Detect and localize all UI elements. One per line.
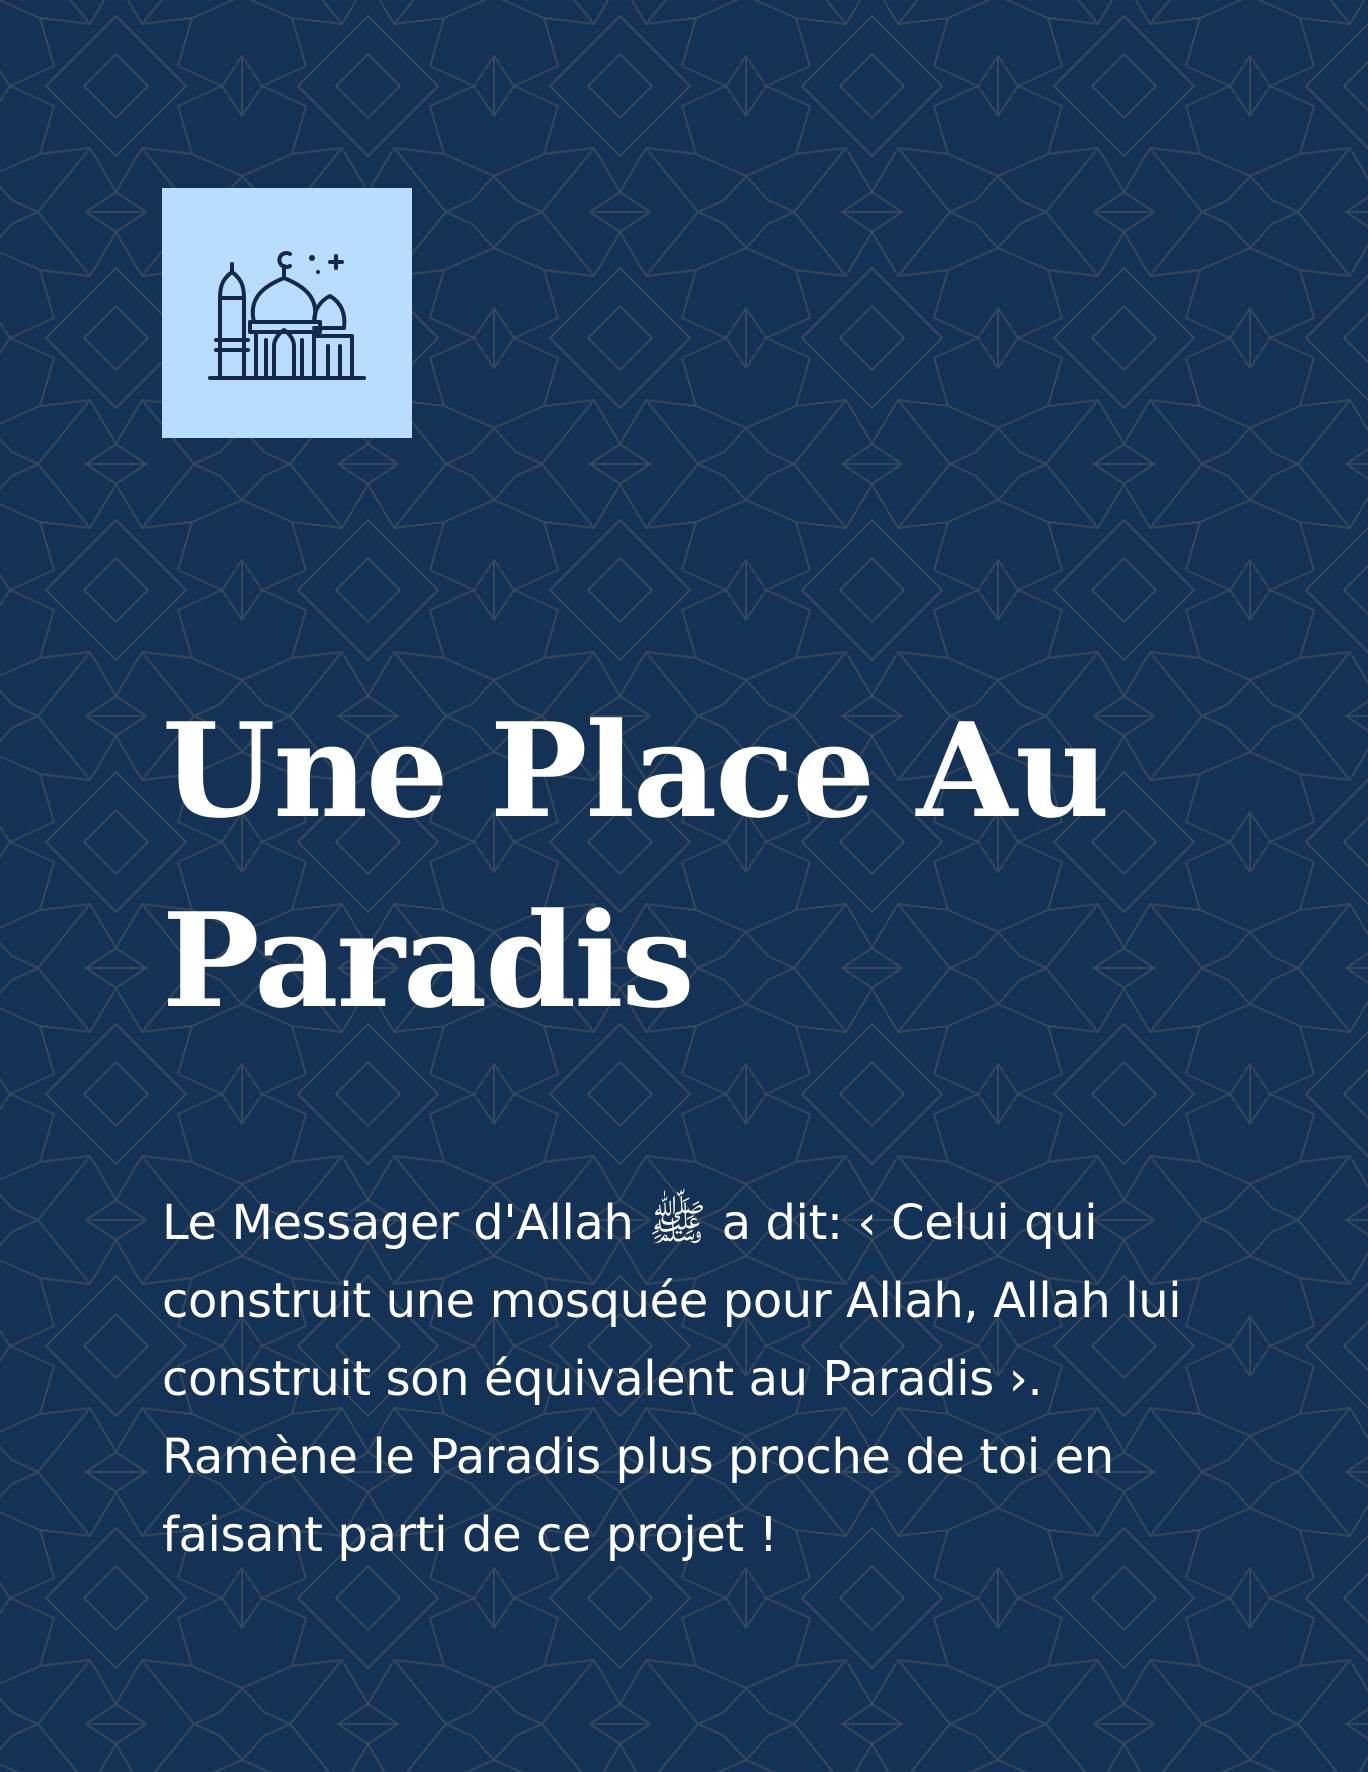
mosque-icon-tile [162,188,412,438]
mosque-icon [202,228,372,398]
hero-section [162,188,1222,1622]
page-title: Une Place Au Paradis [162,694,1108,1037]
hadith-description: Le Messager d'Allah ﷺ a dit: ‹ Celui qui construit une mosquée pour Allah, Allah lui construit son équivalent au Paradis ›. Ramène le Paradis plus proche de toi en faisant parti de ce projet ! [162,1195,1182,1563]
